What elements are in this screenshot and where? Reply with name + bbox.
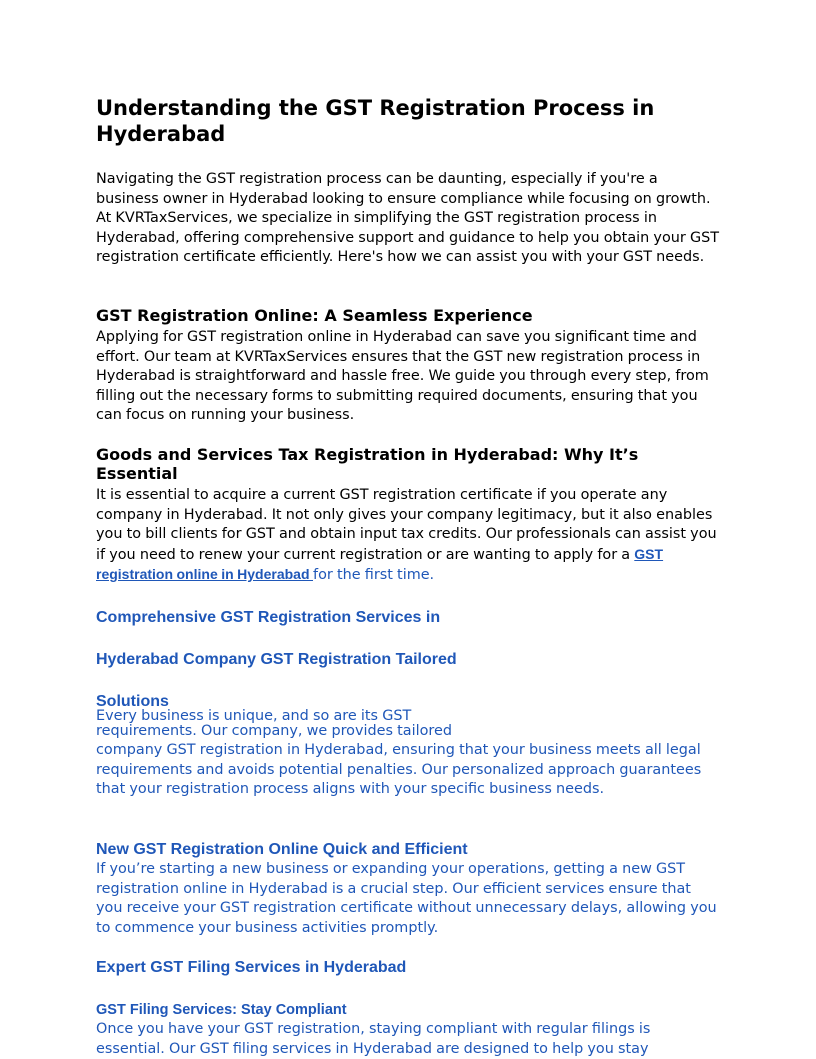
section-body-stay-compliant: Once you have your GST registration, staying compliant with regular filings is essential. Our GST filing services in Hyderabad are designed to help you stay — [96, 1021, 651, 1057]
why-essential-text: It is essential to acquire a current GST registration certificate if you operate any company in Hyderabad. It not only gives your company legitimacy, but it also enables you to bill clients for GST and obtain input tax credits. Our professionals can assist you if you need to renew your current registration or are wanting to apply for a — [96, 487, 717, 563]
section-heading-comprehensive-line2: Hyderabad Company GST Registration Tailored — [96, 651, 457, 668]
section-heading-stay-compliant: GST Filing Services: Stay Compliant — [96, 1002, 347, 1018]
section-body-why-essential — [96, 486, 720, 586]
section-heading-comprehensive-line3: Solutions — [96, 693, 169, 710]
section-body-new-gst: If you’re starting a new business or expanding your operations, getting a new GST registration online in Hyderabad is a crucial step. Our efficient services ensure that you receive your GST registration certificate without unnecessary delays, allowing you to commence your business activities promptly. — [96, 861, 717, 936]
section-heading-why-essential: Goods and Services Tax Registration in Hyderabad: Why It’s Essential — [96, 445, 639, 483]
section-heading-gst-filing: Expert GST Filing Services in Hyderabad — [96, 959, 407, 976]
page-title: Understanding the GST Registration Process in Hyderabad — [96, 96, 655, 146]
why-essential-tail: for the first time. — [313, 567, 435, 583]
section-heading-new-gst: New GST Registration Online Quick and Efficient — [96, 841, 468, 858]
section-body-comprehensive: company GST registration in Hyderabad, ensuring that your business meets all legal requirements and avoids potential penalties. Our personalized approach guarantees that your registration process aligns with your specific business needs. — [96, 742, 702, 797]
section-heading-comprehensive-line1: Comprehensive GST Registration Services in — [96, 609, 441, 626]
intro-paragraph: Navigating the GST registration process can be daunting, especially if you're a business owner in Hyderabad looking to ensure compliance while focusing on growth. At KVRTaxServices, we specialize in simplifying the GST registration process in Hyderabad, offering comprehensive support and guidance to help you obtain your GST registration certificate efficiently. Here's how we can assist you with your GST needs. — [96, 171, 720, 265]
section-heading-gst-online: GST Registration Online: A Seamless Experience — [96, 306, 533, 325]
gst-registration-online-link[interactable]: GST registration online in Hyderabad — [96, 545, 664, 582]
section-body-gst-online: Applying for GST registration online in Hyderabad can save you significant time and effort. Our team at KVRTaxServices ensures that the GST new registration process in Hyderabad is straightforward and hassle free. We guide you through every step, from filling out the necessary forms to submitting required documents, ensuring that you can focus on running your business. — [96, 329, 709, 423]
comprehensive-overlap-line1: Every business is unique, and so are its GST — [96, 708, 412, 724]
comprehensive-overlap-line2: requirements. Our company, we provides tailored — [96, 723, 453, 739]
